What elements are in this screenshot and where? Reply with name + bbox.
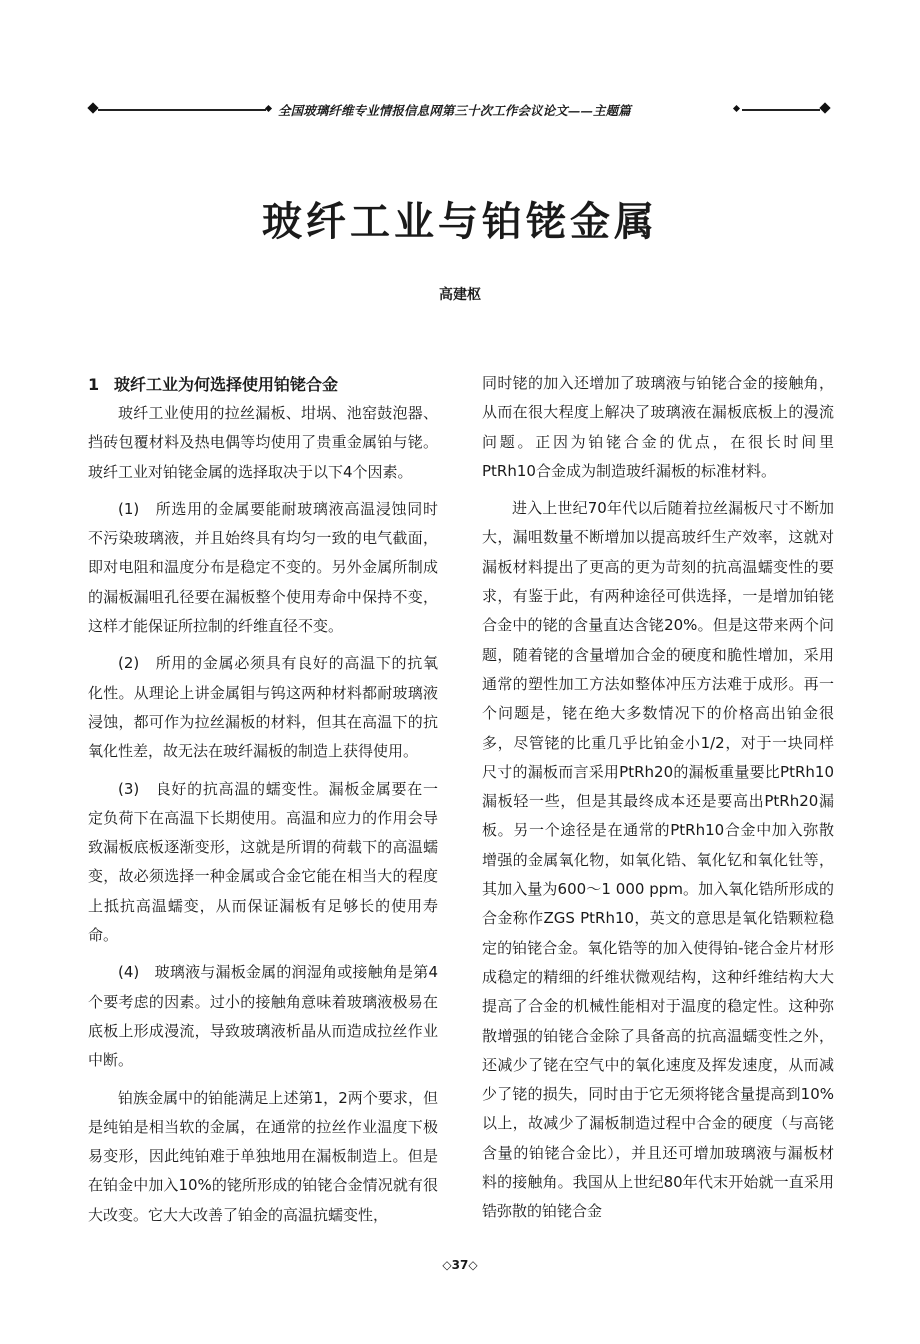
left-column [88,370,438,1230]
article-title: 玻纤工业与铂铑金属 [262,198,658,245]
page-number: ◇37◇ [442,1258,478,1272]
diamond-ornament-icon [265,105,272,112]
diamond-ornament-icon [733,105,740,112]
diamond-ornament-icon [819,102,830,113]
paragraph: 玻纤工业使用的拉丝漏板、坩埚、池窑鼓泡器、挡砖包覆材料及热电偶等均使用了贵重金属铂与铑。玻纤工业对铂铑金属的选择取决于以下4个因素。 [88,404,438,481]
section-number: 1 [88,375,100,394]
section-title: 玻纤工业为何选择使用铂铑合金 [114,375,339,394]
header-rule-left [98,109,266,111]
diamond-ornament-icon [87,102,98,113]
right-column [482,369,834,1227]
paragraph: (1) 所选用的金属要能耐玻璃液高温浸蚀同时不污染玻璃液，并且始终具有均匀一致的电气截面，即对电阻和温度分布是稳定不变的。另外金属所制成的漏板漏咀孔径要在漏板整个使用寿命中保持不变，这样才能保证所拉制的纤维直径不变。 [88,499,438,636]
running-header [88,100,832,120]
paragraph: 铂族金属中的铂能满足上述第1，2两个要求，但是纯铂是相当软的金属，在通常的拉丝作业温度下极易变形，因此纯铂难于单独地用在漏板制造上。但是在铂金中加入10%的铑所形成的铂铑合金情况就有很大改变。它大大改善了铂金的高温抗蠕变性， [88,1088,438,1224]
paragraph: 进入上世纪70年代以后随着拉丝漏板尺寸不断加大，漏咀数量不断增加以提高玻纤生产效率，这就对漏板材料提出了更高的更为苛刻的抗高温蠕变性的要求，有鉴于此，有两种途径可供选择，一是增加铂铑合金中的铑的含量直达含铑20%。但是这带来两个问题，随着铑的含量增加合金的硬度和脆性增加，采用通常的塑性加工方法如整体冲压方法难于成形。再一个问题是，铑在绝大多数情况下的价格高出铂金很多，尽管铑的比重几乎比铂金小1/2，对于一块同样尺寸的漏板而言采用PtRh20的漏板重量要比PtRh10漏板轻一些，但是其最终成本还是要高出PtRh20漏板。另一个途径是在通常的PtRh10合金中加入弥散增强的金属氧化物，如氧化锆、氧化钇和氧化钍等，其加入量为600～1 000 ppm。加入氧化锆所形成的合金称作ZGS PtRh10，英文的意思是氧化锆颗粒稳定的铂铑合金。氧化锆等的加入使得铂-铑合金片材形成稳定的精细的纤维状微观结构，这种纤维结构大大提高了合金的机械性能相对于温度的稳定性。这种弥散增强的铂铑合金除了具备高的抗高温蠕变性之外，还减少了铑在空气中的氧化速度及挥发速度，从而减少了铑的损失，同时由于它无须将铑含量提高到10%以上，故减少了漏板制造过程中合金的硬度（与高铑含量的铂铑合金比），并且还可增加玻璃液与漏板材料的接触角。我国从上世纪80年代末开始就一直采用锆弥散的铂铑合金 [482,499,834,1221]
paragraph: (4) 玻璃液与漏板金属的润湿角或接触角是第4个要考虑的因素。过小的接触角意味着玻璃液极易在底板上形成漫流，导致玻璃液析晶从而造成拉丝作业中断。 [88,963,438,1070]
paragraph: (2) 所用的金属必须具有良好的高温下的抗氧化性。从理论上讲金属钼与钨这两种材料都耐玻璃液浸蚀，都可作为拉丝漏板的材料，但其在高温下的抗氧化性差，故无法在玻纤漏板的制造上获得使用。 [88,654,438,761]
paragraph: (3) 良好的抗高温的蠕变性。漏板金属要在一定负荷下在高温下长期使用。高温和应力的作用会导致漏板底板逐渐变形，这就是所谓的荷载下的高温蠕变，故必须选择一种金属或合金它能在相当大的程度上抵抗高温蠕变，从而保证漏板有足够长的使用寿命。 [88,779,438,945]
article-author: 高建枢 [439,287,481,303]
header-rule-right [742,109,820,111]
header-text: 全国玻璃纤维专业情报信息网第三十次工作会议论文——主题篇 [278,103,631,118]
section-heading [88,370,438,399]
paragraph-continued: 同时铑的加入还增加了玻璃液与铂铑合金的接触角，从而在很大程度上解决了玻璃液在漏板底板上的漫流问题。正因为铂铑合金的优点，在很长时间里PtRh10合金成为制造玻纤漏板的标准材料。 [482,374,834,480]
